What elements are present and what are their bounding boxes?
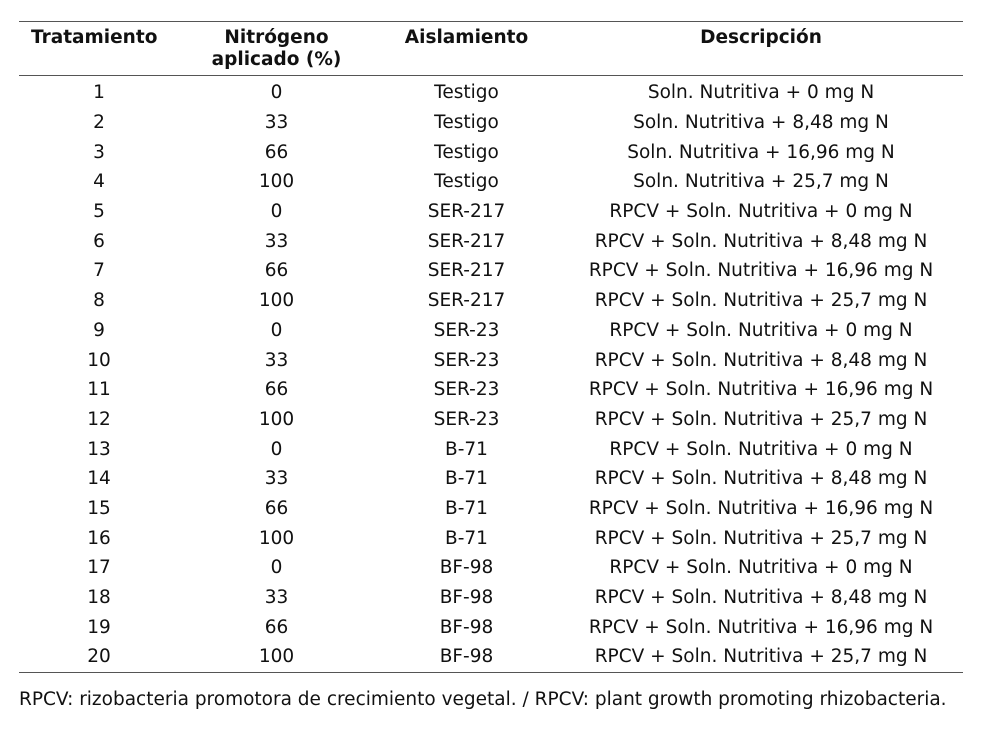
cell-aislamiento: BF-98 [439, 587, 494, 609]
table-row [19, 583, 963, 613]
cell-tratamiento: 19 [87, 616, 111, 638]
table-footnote: RPCV: rizobacteria promotora de crecimiento vegetal. / RPCV: plant growth promoting rhizobacteria. [19, 689, 947, 710]
cell-nitrogeno: 66 [264, 616, 289, 638]
cell-descripcion: Soln. Nutritiva + 0 mg N [647, 82, 875, 104]
table-row [19, 226, 963, 256]
cell-tratamiento: 11 [87, 379, 111, 401]
cell-tratamiento: 4 [93, 171, 105, 193]
cell-nitrogeno: 100 [258, 408, 295, 430]
cell-nitrogeno: 100 [258, 646, 295, 668]
table-row [19, 553, 963, 583]
table-row [19, 375, 963, 405]
cell-descripcion: RPCV + Soln. Nutritiva + 16,96 mg N [588, 260, 934, 282]
cell-nitrogeno: 33 [264, 587, 289, 609]
cell-descripcion: RPCV + Soln. Nutritiva + 25,7 mg N [594, 646, 928, 668]
cell-descripcion: RPCV + Soln. Nutritiva + 16,96 mg N [588, 616, 934, 638]
cell-descripcion: RPCV + Soln. Nutritiva + 25,7 mg N [594, 527, 928, 549]
treatments-table [19, 21, 963, 673]
cell-tratamiento: 1 [93, 82, 105, 104]
cell-descripcion: Soln. Nutritiva + 25,7 mg N [633, 171, 889, 193]
cell-descripcion: Soln. Nutritiva + 16,96 mg N [627, 141, 895, 163]
header-nitrogeno-line1: Nitrógeno [224, 27, 329, 48]
cell-aislamiento: SER-217 [427, 290, 506, 312]
cell-descripcion: RPCV + Soln. Nutritiva + 0 mg N [609, 319, 913, 341]
cell-descripcion: RPCV + Soln. Nutritiva + 0 mg N [609, 438, 913, 460]
cell-descripcion: RPCV + Soln. Nutritiva + 25,7 mg N [594, 408, 928, 430]
cell-nitrogeno: 66 [264, 260, 289, 282]
cell-aislamiento: B-71 [445, 497, 488, 519]
header-aislamiento: Aislamiento [404, 27, 529, 48]
cell-aislamiento: Testigo [434, 171, 499, 193]
header-descripcion: Descripción [700, 27, 822, 48]
cell-aislamiento: Testigo [434, 112, 499, 134]
table-row [19, 642, 963, 672]
cell-nitrogeno: 66 [264, 141, 289, 163]
cell-descripcion: RPCV + Soln. Nutritiva + 8,48 mg N [594, 230, 928, 252]
cell-aislamiento: SER-217 [427, 230, 506, 252]
cell-tratamiento: 16 [87, 527, 111, 549]
cell-tratamiento: 6 [93, 230, 105, 252]
header-tratamiento: Tratamiento [31, 27, 158, 48]
cell-tratamiento: 13 [87, 438, 111, 460]
table-row [19, 76, 963, 108]
cell-nitrogeno: 66 [264, 379, 289, 401]
cell-tratamiento: 17 [87, 557, 111, 579]
table-row [19, 345, 963, 375]
cell-tratamiento: 14 [87, 468, 111, 490]
cell-aislamiento: BF-98 [439, 646, 494, 668]
cell-tratamiento: 8 [93, 290, 105, 312]
cell-descripcion: RPCV + Soln. Nutritiva + 16,96 mg N [588, 379, 934, 401]
cell-aislamiento: B-71 [445, 468, 488, 490]
table-row [19, 197, 963, 227]
table-row [19, 108, 963, 138]
cell-nitrogeno: 0 [270, 557, 283, 579]
cell-descripcion: Soln. Nutritiva + 8,48 mg N [633, 112, 889, 134]
cell-descripcion: RPCV + Soln. Nutritiva + 8,48 mg N [594, 587, 928, 609]
cell-aislamiento: SER-217 [427, 201, 506, 223]
header-row [19, 22, 963, 76]
table-row [19, 612, 963, 642]
cell-descripcion: RPCV + Soln. Nutritiva + 8,48 mg N [594, 468, 928, 490]
table-row [19, 286, 963, 316]
cell-aislamiento: B-71 [445, 527, 488, 549]
cell-descripcion: RPCV + Soln. Nutritiva + 16,96 mg N [588, 497, 934, 519]
cell-tratamiento: 9 [93, 319, 105, 341]
cell-tratamiento: 20 [87, 646, 111, 668]
table-row [19, 316, 963, 346]
cell-descripcion: RPCV + Soln. Nutritiva + 0 mg N [609, 557, 913, 579]
table-row [19, 464, 963, 494]
cell-tratamiento: 12 [87, 408, 111, 430]
cell-nitrogeno: 100 [258, 527, 295, 549]
header-nitrogeno [179, 22, 374, 76]
cell-tratamiento: 3 [93, 141, 105, 163]
cell-tratamiento: 10 [87, 349, 111, 371]
cell-tratamiento: 18 [87, 587, 111, 609]
cell-nitrogeno: 100 [258, 290, 295, 312]
cell-nitrogeno: 33 [264, 230, 289, 252]
cell-aislamiento: BF-98 [439, 616, 494, 638]
cell-aislamiento: Testigo [434, 141, 499, 163]
cell-aislamiento: SER-23 [433, 408, 500, 430]
table-row [19, 256, 963, 286]
table-header [19, 22, 963, 76]
cell-descripcion: RPCV + Soln. Nutritiva + 8,48 mg N [594, 349, 928, 371]
table-body [19, 76, 963, 673]
cell-nitrogeno: 0 [270, 438, 283, 460]
cell-nitrogeno: 66 [264, 497, 289, 519]
table-row [19, 434, 963, 464]
cell-nitrogeno: 0 [270, 201, 283, 223]
cell-tratamiento: 7 [93, 260, 105, 282]
cell-nitrogeno: 0 [270, 319, 283, 341]
table-row [19, 167, 963, 197]
treatments-table-container [19, 21, 963, 673]
cell-descripcion: RPCV + Soln. Nutritiva + 25,7 mg N [594, 290, 928, 312]
cell-nitrogeno: 33 [264, 468, 289, 490]
cell-nitrogeno: 33 [264, 349, 289, 371]
header-nitrogeno-line2: aplicado (%) [211, 49, 342, 70]
cell-aislamiento: Testigo [434, 82, 499, 104]
cell-tratamiento: 5 [93, 201, 105, 223]
cell-aislamiento: SER-23 [433, 349, 500, 371]
cell-descripcion: RPCV + Soln. Nutritiva + 0 mg N [609, 201, 913, 223]
cell-nitrogeno: 0 [270, 82, 283, 104]
table-row [19, 405, 963, 435]
cell-aislamiento: SER-23 [433, 379, 500, 401]
cell-tratamiento: 15 [87, 497, 111, 519]
cell-tratamiento: 2 [93, 112, 105, 134]
cell-nitrogeno: 33 [264, 112, 289, 134]
cell-nitrogeno: 100 [258, 171, 295, 193]
cell-aislamiento: B-71 [445, 438, 488, 460]
table-row [19, 137, 963, 167]
table-row [19, 494, 963, 524]
cell-aislamiento: SER-23 [433, 319, 500, 341]
cell-aislamiento: BF-98 [439, 557, 494, 579]
table-row [19, 523, 963, 553]
cell-aislamiento: SER-217 [427, 260, 506, 282]
